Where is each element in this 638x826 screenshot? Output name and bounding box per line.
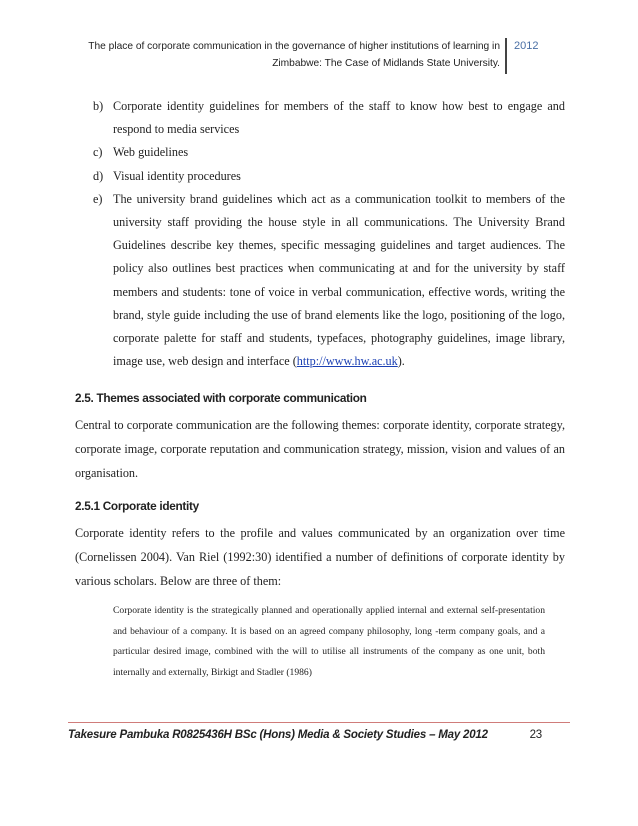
subsection-heading: 2.5.1 Corporate identity <box>75 499 199 514</box>
subsection-paragraph: Corporate identity refers to the profile and values communicated by an organization over time (Cornelissen 2004). Van Riel (1992:30) identified a number of definitions of corporate identity by various scholars. Below are three of them: <box>75 526 565 589</box>
list-text: The university brand guidelines which act as a communication toolkit to members of the university staff providing the house style in all communications. The University Brand Guidelines describe key themes, specific messaging guidelines and target audiences. The policy also outlines best practices when communicating at and for the university by staff members and students: tone of voice in verbal communication, effective words, writing the brand, style guide including the use of brand elements like the logo, positioning of the logo, corporate palette for staff and students, typefaces, photography guidelines, image library, image use, web design and interface ( <box>113 191 565 369</box>
section-paragraph: Central to corporate communication are the following themes: corporate identity, corporate strategy, corporate image, corporate reputation and communication strategy, mission, vision and values of an organisation. <box>75 418 565 481</box>
section-heading: 2.5. Themes associated with corporate communication <box>75 391 367 406</box>
block-quote: Corporate identity is the strategically planned and operationally applied internal and external self-presentation and behaviour of a company. It is based on an agreed company philosophy, long -term company goals, and a particular desired image, combined with the will to utilise all instruments of the company as one unit, both internally and externally, Birkigt and Stadler (1986) <box>113 605 545 678</box>
header-divider <box>505 38 507 74</box>
document-body <box>75 95 565 683</box>
list-marker: c) <box>93 145 103 160</box>
list-item <box>75 141 565 164</box>
footer-text: Takesure Pambuka R0825436H BSc (Hons) Media & Society Studies – May 2012 <box>68 729 488 741</box>
list-item <box>75 95 565 141</box>
list-marker: d) <box>93 168 104 183</box>
page-header <box>68 38 570 72</box>
header-title <box>70 38 500 72</box>
header-year: 2012 <box>514 40 539 52</box>
header-title-line1: The place of corporate communication in the governance of higher institutions of learning in <box>88 41 500 52</box>
list-item <box>75 165 565 188</box>
list-marker: e) <box>93 191 103 206</box>
list-text-after: ). <box>397 354 405 369</box>
university-link[interactable]: http://www.hw.ac.uk <box>296 354 398 369</box>
list-text: Visual identity procedures <box>113 168 241 183</box>
header-title-line2: Zimbabwe: The Case of Midlands State University. <box>272 58 500 69</box>
footer-divider <box>68 722 570 723</box>
list-text: Web guidelines <box>113 145 189 160</box>
list-text: Corporate identity guidelines for members of the staff to know how best to engage and respond to media services <box>113 99 565 137</box>
list-item <box>75 188 565 374</box>
page-number: 23 <box>529 729 542 741</box>
page-footer <box>68 729 570 749</box>
list-marker: b) <box>93 99 104 113</box>
